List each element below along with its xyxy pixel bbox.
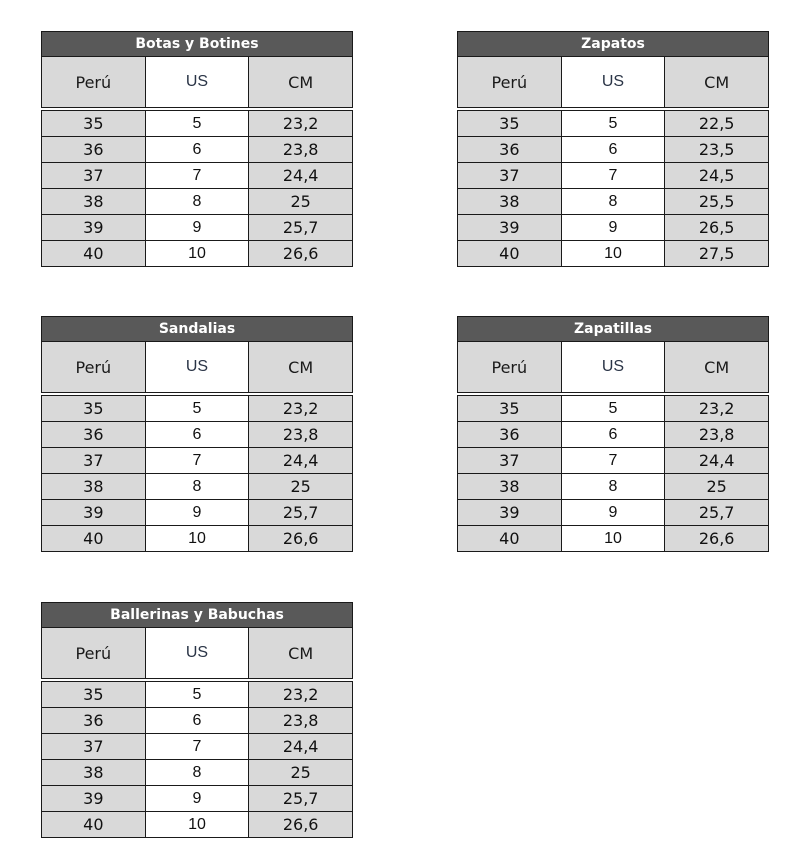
column-header-peru: Perú [42, 57, 146, 108]
table-title: Sandalias [42, 317, 353, 342]
cell-peru: 37 [458, 163, 562, 189]
header-row [458, 342, 769, 393]
cell-peru: 38 [42, 760, 146, 786]
cell-peru: 36 [458, 422, 562, 448]
table-row [458, 500, 769, 526]
cell-peru: 39 [42, 215, 146, 241]
cell-peru: 35 [42, 111, 146, 137]
cell-cm: 26,6 [249, 526, 353, 552]
cell-peru: 39 [458, 500, 562, 526]
table-row [42, 422, 353, 448]
cell-peru: 40 [458, 526, 562, 552]
table-row [42, 137, 353, 163]
cell-cm: 25 [249, 189, 353, 215]
cell-us: 6 [145, 708, 249, 734]
cell-cm: 24,5 [665, 163, 769, 189]
cell-us: 10 [561, 241, 665, 267]
table-row [458, 422, 769, 448]
cell-us: 5 [561, 111, 665, 137]
cell-cm: 25,7 [665, 500, 769, 526]
cell-cm: 24,4 [249, 163, 353, 189]
cell-us: 8 [145, 189, 249, 215]
size-table-ballerinas-y-babuchas [41, 602, 353, 838]
cell-peru: 38 [458, 189, 562, 215]
cell-peru: 39 [42, 786, 146, 812]
table-row [458, 526, 769, 552]
header-row [42, 57, 353, 108]
cell-us: 6 [145, 422, 249, 448]
cell-us: 7 [561, 163, 665, 189]
table-row [458, 137, 769, 163]
table-row [458, 474, 769, 500]
table-title: Zapatos [458, 32, 769, 57]
cell-cm: 25,5 [665, 189, 769, 215]
cell-cm: 25 [665, 474, 769, 500]
table-row [42, 786, 353, 812]
cell-cm: 25,7 [249, 786, 353, 812]
table-row [42, 111, 353, 137]
cell-peru: 38 [458, 474, 562, 500]
cell-us: 7 [145, 448, 249, 474]
cell-us: 7 [145, 734, 249, 760]
cell-peru: 36 [42, 708, 146, 734]
column-header-peru: Perú [458, 57, 562, 108]
cell-us: 10 [145, 812, 249, 838]
table-row [42, 163, 353, 189]
cell-us: 5 [145, 396, 249, 422]
cell-cm: 26,5 [665, 215, 769, 241]
cell-cm: 24,4 [249, 448, 353, 474]
cell-peru: 40 [42, 241, 146, 267]
cell-peru: 40 [42, 812, 146, 838]
header-row [42, 342, 353, 393]
table-row [458, 448, 769, 474]
table-row [42, 734, 353, 760]
cell-cm: 23,2 [249, 396, 353, 422]
table-row [42, 500, 353, 526]
cell-cm: 24,4 [665, 448, 769, 474]
table-row [42, 682, 353, 708]
table-row [458, 241, 769, 267]
table-row [42, 215, 353, 241]
cell-cm: 22,5 [665, 111, 769, 137]
cell-peru: 35 [42, 682, 146, 708]
size-table-zapatos [457, 31, 769, 267]
cell-cm: 23,2 [249, 682, 353, 708]
cell-cm: 23,8 [249, 422, 353, 448]
cell-us: 6 [561, 422, 665, 448]
cell-cm: 23,8 [249, 708, 353, 734]
cell-us: 5 [561, 396, 665, 422]
cell-peru: 35 [458, 111, 562, 137]
table-row [458, 189, 769, 215]
cell-us: 7 [561, 448, 665, 474]
cell-cm: 25,7 [249, 215, 353, 241]
cell-cm: 25 [249, 760, 353, 786]
cell-us: 5 [145, 682, 249, 708]
cell-us: 10 [145, 526, 249, 552]
table-row [42, 812, 353, 838]
cell-us: 10 [145, 241, 249, 267]
column-header-us: US [145, 628, 249, 679]
table-row [42, 241, 353, 267]
table-row [458, 163, 769, 189]
cell-cm: 26,6 [249, 241, 353, 267]
table-title: Ballerinas y Babuchas [42, 603, 353, 628]
cell-peru: 37 [458, 448, 562, 474]
column-header-cm: CM [249, 628, 353, 679]
cell-peru: 35 [458, 396, 562, 422]
cell-peru: 36 [42, 422, 146, 448]
header-row [458, 57, 769, 108]
cell-peru: 38 [42, 189, 146, 215]
cell-peru: 37 [42, 163, 146, 189]
header-row [42, 628, 353, 679]
cell-us: 9 [561, 215, 665, 241]
cell-cm: 23,8 [665, 422, 769, 448]
cell-peru: 38 [42, 474, 146, 500]
cell-us: 5 [145, 111, 249, 137]
column-header-cm: CM [249, 57, 353, 108]
cell-us: 8 [145, 760, 249, 786]
cell-us: 9 [145, 500, 249, 526]
column-header-cm: CM [249, 342, 353, 393]
column-header-us: US [145, 342, 249, 393]
cell-us: 9 [561, 500, 665, 526]
size-table-zapatillas [457, 316, 769, 552]
cell-peru: 37 [42, 448, 146, 474]
column-header-peru: Perú [42, 628, 146, 679]
table-row [42, 474, 353, 500]
cell-us: 6 [561, 137, 665, 163]
cell-us: 10 [561, 526, 665, 552]
cell-cm: 27,5 [665, 241, 769, 267]
column-header-us: US [145, 57, 249, 108]
cell-peru: 37 [42, 734, 146, 760]
cell-peru: 40 [458, 241, 562, 267]
cell-cm: 25 [249, 474, 353, 500]
size-table-sandalias [41, 316, 353, 552]
cell-us: 8 [145, 474, 249, 500]
cell-us: 8 [561, 189, 665, 215]
column-header-cm: CM [665, 342, 769, 393]
cell-cm: 24,4 [249, 734, 353, 760]
cell-us: 9 [145, 215, 249, 241]
cell-peru: 35 [42, 396, 146, 422]
table-row [42, 708, 353, 734]
cell-peru: 36 [458, 137, 562, 163]
table-row [42, 189, 353, 215]
table-row [458, 215, 769, 241]
table-row [42, 448, 353, 474]
cell-cm: 23,5 [665, 137, 769, 163]
table-row [458, 396, 769, 422]
cell-peru: 39 [458, 215, 562, 241]
cell-us: 8 [561, 474, 665, 500]
cell-cm: 23,2 [665, 396, 769, 422]
cell-cm: 23,2 [249, 111, 353, 137]
table-row [42, 760, 353, 786]
column-header-peru: Perú [42, 342, 146, 393]
column-header-us: US [561, 342, 665, 393]
cell-cm: 25,7 [249, 500, 353, 526]
cell-us: 9 [145, 786, 249, 812]
size-table-botas-y-botines [41, 31, 353, 267]
column-header-us: US [561, 57, 665, 108]
cell-cm: 23,8 [249, 137, 353, 163]
table-row [42, 396, 353, 422]
table-title: Zapatillas [458, 317, 769, 342]
column-header-cm: CM [665, 57, 769, 108]
column-header-peru: Perú [458, 342, 562, 393]
cell-peru: 39 [42, 500, 146, 526]
cell-cm: 26,6 [249, 812, 353, 838]
cell-us: 6 [145, 137, 249, 163]
table-row [458, 111, 769, 137]
cell-us: 7 [145, 163, 249, 189]
cell-peru: 40 [42, 526, 146, 552]
table-row [42, 526, 353, 552]
cell-peru: 36 [42, 137, 146, 163]
table-title: Botas y Botines [42, 32, 353, 57]
cell-cm: 26,6 [665, 526, 769, 552]
